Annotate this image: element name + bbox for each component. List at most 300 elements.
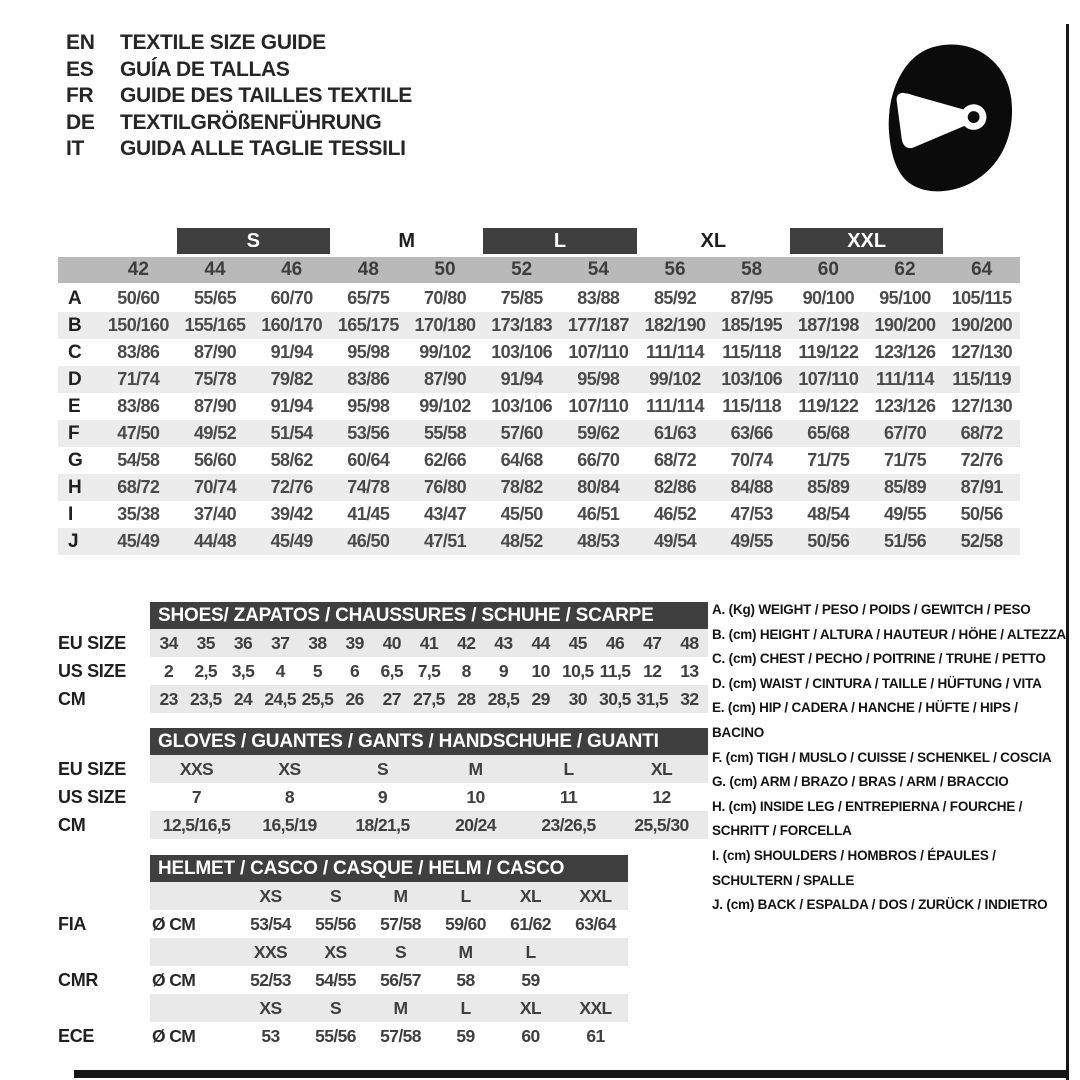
helmet-size-table: [58, 855, 718, 1050]
size-value-cell: 5: [312, 660, 322, 681]
legend-item: H. (cm) INSIDE LEG / ENTREPIERNA / FOURCHE / SCHRITT / FORCELLA: [712, 798, 1023, 839]
size-value-cell: 68/72: [960, 423, 1003, 443]
legend-item: D. (cm) WAIST / CINTURA / TAILLE / HÜFTUNG / VITA: [712, 675, 1042, 691]
size-header-cell: 42: [127, 259, 149, 280]
size-value-cell: 95/98: [347, 396, 390, 416]
size-value-cell: 111/114: [876, 369, 934, 389]
size-value-cell: 47/50: [117, 423, 160, 443]
textile-size-table: [58, 228, 1020, 555]
size-header-cell: XXS: [253, 941, 288, 962]
language-title: GUÍA DE TALLAS: [120, 57, 290, 81]
size-value-cell: 18/21,5: [355, 814, 410, 835]
size-header-cell: XL: [519, 885, 542, 906]
size-value-cell: 37/40: [193, 504, 237, 524]
size-value-cell: 91/94: [270, 396, 313, 416]
size-value-cell: 51/56: [883, 531, 927, 551]
size-value-cell: 63/64: [575, 913, 616, 934]
measure-row-b: [58, 312, 1020, 339]
spacer: [150, 938, 238, 966]
size-value-cell: 95/98: [347, 342, 390, 362]
row-label: D: [68, 368, 82, 390]
row-cells: [150, 755, 708, 783]
size-value-cell: 61: [586, 1025, 605, 1046]
size-value-cell: 57/58: [380, 1025, 421, 1046]
size-value-cell: 41/45: [347, 504, 390, 524]
legend-item: B. (cm) HEIGHT / ALTURA / HAUTEUR / HÖHE / ALTEZZA: [712, 626, 1066, 642]
size-header-cell: 62: [894, 259, 916, 280]
size-value-cell: 4: [275, 660, 285, 681]
language-title: GUIDE DES TAILLES TEXTILE: [120, 84, 412, 107]
size-value-cell: 65/75: [347, 288, 390, 308]
size-value-cell: 7: [191, 786, 202, 807]
size-value-cell: 48/52: [500, 531, 543, 551]
size-header-cell: XS: [259, 885, 282, 906]
language-code: DE: [66, 110, 95, 134]
row-label: CMR: [58, 969, 99, 990]
size-value-cell: 187/198: [797, 315, 859, 335]
language-row: [66, 83, 412, 110]
size-value-cell: 11,5: [599, 660, 631, 681]
row-cells: [150, 783, 708, 811]
size-value-cell: 10: [466, 786, 485, 807]
size-value-cell: 111/114: [646, 396, 704, 416]
row-label: F: [68, 422, 80, 444]
size-value-cell: 54/55: [315, 969, 356, 990]
size-value-cell: 160/170: [261, 315, 323, 335]
size-category-row: [58, 228, 1020, 254]
size-header-cell: XXL: [579, 885, 612, 906]
size-value-cell: 72/76: [960, 450, 1003, 470]
row-cells: [150, 882, 628, 910]
bottom-border-line: [74, 1070, 1069, 1078]
size-value-cell: 3,5: [231, 660, 255, 681]
size-value-cell: 61/63: [653, 423, 697, 443]
measure-row-g: [58, 447, 1020, 474]
size-value-cell: 105/115: [951, 288, 1012, 308]
diameter-unit-label: Ø CM: [152, 1025, 196, 1046]
size-category-s: S: [177, 228, 330, 254]
language-title: TEXTILGRÖßENFÜHRUNG: [120, 110, 382, 134]
size-value-cell: 35: [196, 632, 215, 653]
size-value-cell: 53/56: [347, 423, 390, 443]
size-value-cell: 60/64: [347, 450, 390, 470]
row-label: G: [68, 449, 83, 471]
size-value-cell: 65/68: [807, 423, 850, 443]
language-code: ES: [66, 57, 94, 81]
gloves-table-title: GLOVES / GUANTES / GANTS / HANDSCHUHE / GUANTI: [150, 728, 708, 755]
size-value-cell: 66/70: [577, 450, 620, 470]
size-header-cell: 56: [664, 259, 686, 280]
size-value-cell: 55/58: [423, 423, 467, 443]
size-value-cell: 55/56: [315, 913, 356, 934]
size-value-cell: 46/50: [347, 531, 390, 551]
racing-helmet-icon: [880, 36, 1018, 204]
size-value-cell: 67/70: [883, 423, 927, 443]
footwear-accessory-tables: [58, 602, 718, 1050]
size-value-cell: 103/106: [491, 396, 553, 416]
row-label: ECE: [58, 1025, 95, 1046]
row-cells: [150, 910, 628, 938]
size-value-cell: 64/68: [500, 450, 543, 470]
size-value-cell: 60/70: [270, 288, 313, 308]
size-value-cell: 56/57: [380, 969, 421, 990]
size-value-cell: 30,5: [599, 688, 631, 709]
size-value-cell: 70/74: [730, 450, 773, 470]
size-value-cell: 12,5/16,5: [162, 814, 231, 835]
size-header-cell: 44: [204, 259, 226, 280]
size-value-cell: 107/110: [568, 396, 629, 416]
size-header-cell: XS: [324, 941, 347, 962]
size-value-cell: 50/56: [807, 531, 850, 551]
size-header-cell: M: [458, 941, 473, 962]
size-value-cell: 59: [521, 969, 540, 990]
size-value-cell: 45: [568, 632, 587, 653]
row-label: E: [68, 395, 81, 417]
size-value-cell: 53: [261, 1025, 280, 1046]
size-value-cell: 115/118: [722, 342, 782, 362]
size-value-cell: 50/56: [960, 504, 1003, 524]
language-row: [66, 136, 412, 163]
row-cells: [150, 1022, 628, 1050]
size-value-cell: 59/60: [445, 913, 486, 934]
size-value-cell: 10,5: [561, 660, 594, 681]
size-value-cell: 47/53: [730, 504, 773, 524]
size-value-cell: 28,5: [487, 688, 520, 709]
size-category-xl: XL: [700, 229, 727, 252]
language-row: [66, 110, 412, 137]
size-value-cell: 57/60: [500, 423, 543, 443]
size-value-cell: 37: [271, 632, 290, 653]
size-value-cell: 59: [456, 1025, 475, 1046]
size-value-cell: 34: [159, 632, 178, 653]
size-value-cell: 7,5: [417, 660, 441, 681]
size-value-cell: 8: [284, 786, 295, 807]
size-value-cell: 90/100: [802, 288, 855, 308]
size-value-cell: 53/54: [250, 913, 291, 934]
size-value-cell: 10: [531, 660, 550, 681]
diameter-unit-label: Ø CM: [152, 913, 196, 934]
row-cells: [150, 966, 628, 994]
size-value-cell: 2,5: [194, 660, 218, 681]
legend-item: G. (cm) ARM / BRAZO / BRAS / ARM / BRACCIO: [712, 774, 1009, 790]
size-value-cell: 52/53: [250, 969, 291, 990]
right-border-line: [1066, 24, 1069, 1080]
size-value-cell: 24,5: [264, 688, 297, 709]
size-value-cell: [563, 966, 628, 994]
size-value-cell: 83/86: [117, 396, 160, 416]
size-value-cell: 72/76: [270, 477, 313, 497]
size-header-cell: 60: [817, 259, 839, 280]
measure-row-d: [58, 366, 1020, 393]
size-value-cell: 47: [643, 632, 662, 653]
size-header-cell: S: [394, 941, 407, 962]
size-value-cell: 6: [350, 660, 360, 681]
size-value-cell: 35/38: [117, 504, 160, 524]
legend-item: I. (cm) SHOULDERS / HOMBROS / ÉPAULES / SCHULTERN / SPALLE: [712, 847, 996, 888]
size-value-cell: 74/78: [347, 477, 390, 497]
measure-row-f: [58, 420, 1020, 447]
size-value-cell: 115/119: [952, 369, 1012, 389]
size-value-cell: 79/82: [270, 369, 313, 389]
size-value-cell: 49/55: [883, 504, 927, 524]
size-value-cell: 45/49: [270, 531, 313, 551]
size-value-cell: 155/165: [184, 315, 246, 335]
row-label: A: [68, 287, 82, 309]
legend-item: A. (Kg) WEIGHT / PESO / POIDS / GEWITCH / PESO: [712, 602, 1031, 617]
legend-item: F. (cm) TIGH / MUSLO / CUISSE / SCHENKEL / COSCIA: [712, 749, 1052, 765]
size-value-cell: 44/48: [193, 531, 237, 551]
size-value-cell: 103/106: [721, 369, 783, 389]
size-value-cell: 39: [345, 632, 364, 653]
size-value-cell: 119/122: [798, 396, 859, 416]
spacer: [58, 728, 150, 755]
size-value-cell: 12: [652, 786, 671, 807]
size-value-cell: 6,5: [380, 660, 404, 681]
size-value-cell: 62/66: [423, 450, 467, 470]
size-value-cell: 9: [377, 786, 388, 807]
size-value-cell: XL: [650, 758, 673, 779]
size-value-cell: 127/130: [951, 342, 1013, 362]
size-value-cell: 95/100: [879, 288, 931, 308]
spacer: [150, 882, 238, 910]
size-value-cell: 57/58: [380, 913, 421, 934]
row-label: J: [68, 530, 79, 552]
size-value-cell: 43/47: [423, 504, 467, 524]
size-value-cell: 48/54: [807, 504, 850, 524]
size-value-cell: 41: [419, 632, 439, 653]
table-row: [58, 755, 718, 783]
size-value-cell: 87/90: [193, 396, 237, 416]
row-label: B: [68, 314, 82, 336]
legend-item: C. (cm) CHEST / PECHO / POITRINE / TRUHE / PETTO: [712, 651, 1046, 667]
language-title-list: [66, 30, 412, 163]
size-value-cell: 177/187: [567, 315, 629, 335]
size-value-cell: 55/56: [315, 1025, 356, 1046]
size-value-cell: S: [376, 758, 389, 779]
size-value-cell: 47/51: [423, 531, 467, 551]
size-value-cell: 123/126: [874, 396, 936, 416]
helmet-value-row-ece: [58, 1022, 718, 1050]
size-header-cell: 52: [511, 259, 533, 280]
size-value-cell: 32: [680, 688, 699, 709]
row-label: EU SIZE: [58, 632, 126, 653]
size-value-cell: 58/62: [270, 450, 313, 470]
size-value-cell: 26: [345, 688, 364, 709]
table-row: [58, 783, 718, 811]
language-code: IT: [66, 137, 85, 160]
table-row: [58, 657, 718, 685]
size-header-cell: 50: [434, 259, 456, 280]
size-value-cell: 46/52: [653, 504, 697, 524]
size-value-cell: 99/102: [419, 396, 471, 416]
size-value-cell: 8: [461, 660, 471, 681]
row-label: C: [68, 341, 82, 363]
size-value-cell: 83/86: [347, 369, 390, 389]
size-value-cell: 49/54: [653, 531, 697, 551]
size-value-cell: 85/89: [883, 477, 927, 497]
size-value-cell: 11: [559, 786, 578, 807]
size-value-cell: 82/86: [653, 477, 697, 497]
size-value-cell: 28: [457, 688, 476, 709]
size-value-cell: 23,5: [189, 688, 222, 709]
size-header-cell: XL: [519, 997, 542, 1018]
size-value-cell: 87/90: [193, 342, 237, 362]
size-header-cell: [563, 938, 628, 966]
size-value-cell: 45/49: [117, 531, 160, 551]
size-value-cell: 165/175: [337, 315, 399, 335]
size-value-cell: 70/74: [193, 477, 237, 497]
diameter-unit-label: Ø CM: [152, 969, 196, 990]
legend-item: E. (cm) HIP / CADERA / HANCHE / HÜFTE / HIPS / BACINO: [712, 700, 1018, 740]
size-value-cell: 91/94: [500, 369, 543, 389]
size-value-cell: 190/200: [951, 315, 1013, 335]
size-value-cell: 27,5: [413, 688, 445, 709]
size-value-cell: 173/183: [491, 315, 553, 335]
row-label: CM: [58, 688, 86, 709]
size-value-cell: 123/126: [874, 342, 936, 362]
size-value-cell: 29: [531, 688, 550, 709]
spacer: [58, 855, 150, 882]
legend-item: J. (cm) BACK / ESPALDA / DOS / ZURÜCK / INDIETRO: [712, 897, 1048, 913]
row-label: US SIZE: [58, 786, 126, 807]
size-value-cell: 38: [308, 632, 327, 653]
size-value-cell: 119/122: [798, 342, 859, 362]
size-value-cell: 60: [521, 1025, 540, 1046]
numeric-size-row: [58, 257, 1020, 283]
size-value-cell: 170/180: [414, 315, 476, 335]
size-value-cell: 44: [531, 632, 550, 653]
size-header-cell: M: [393, 885, 408, 906]
spacer: [58, 994, 150, 1022]
size-header-cell: XS: [259, 997, 282, 1018]
table-row: [58, 685, 718, 713]
row-label: EU SIZE: [58, 758, 126, 779]
size-value-cell: 68/72: [653, 450, 697, 470]
size-value-cell: 127/130: [951, 396, 1013, 416]
language-code: FR: [66, 84, 94, 107]
size-value-cell: 185/195: [721, 315, 783, 335]
size-header-cell: M: [393, 997, 408, 1018]
shoes-table-title: SHOES/ ZAPATOS / CHAUSSURES / SCHUHE / SCARPE: [150, 602, 708, 629]
row-label: I: [68, 503, 74, 525]
size-value-cell: 23: [159, 688, 178, 709]
size-value-cell: 58: [456, 969, 475, 990]
measure-row-a: [58, 285, 1020, 312]
gloves-size-table: [58, 728, 718, 839]
row-cells: [150, 811, 708, 839]
size-header-cell: L: [460, 885, 471, 906]
size-value-cell: 107/110: [568, 342, 629, 362]
size-value-cell: 75/78: [193, 369, 237, 389]
size-value-cell: 51/54: [270, 423, 313, 443]
size-value-cell: 87/95: [730, 288, 773, 308]
row-cells: [150, 938, 628, 966]
size-value-cell: 30: [568, 688, 587, 709]
size-value-cell: 85/92: [653, 288, 697, 308]
helmet-value-row-cmr: [58, 966, 718, 994]
size-value-cell: 95/98: [577, 369, 620, 389]
helmet-table-title: HELMET / CASCO / CASQUE / HELM / CASCO: [150, 855, 628, 882]
size-value-cell: 56/60: [193, 450, 237, 470]
size-value-cell: XXS: [179, 758, 214, 779]
size-value-cell: 42: [457, 632, 476, 653]
size-value-cell: 20/24: [455, 814, 496, 835]
table-row: [58, 629, 718, 657]
size-value-cell: 9: [498, 660, 508, 681]
spacer: [58, 257, 100, 283]
size-value-cell: XS: [278, 758, 301, 779]
size-value-cell: 103/106: [491, 342, 553, 362]
row-cells: [150, 657, 708, 685]
size-value-cell: 12: [643, 660, 662, 681]
language-title: TEXTILE SIZE GUIDE: [120, 31, 326, 54]
measure-row-h: [58, 474, 1020, 501]
size-value-cell: 54/58: [117, 450, 160, 470]
helmet-size-header-row: [58, 994, 718, 1022]
size-value-cell: 40: [382, 632, 401, 653]
size-value-cell: 80/84: [577, 477, 620, 497]
row-label: H: [68, 476, 82, 498]
size-value-cell: 150/160: [107, 315, 169, 335]
row-cells: [150, 685, 708, 713]
size-value-cell: M: [468, 758, 483, 779]
size-header-cell: 64: [971, 259, 993, 280]
size-value-cell: 182/190: [644, 315, 706, 335]
helmet-value-row-fia: [58, 910, 718, 938]
spacer: [58, 602, 150, 629]
size-value-cell: 75/85: [500, 288, 543, 308]
size-value-cell: 55/65: [193, 288, 237, 308]
size-header-cell: XXL: [579, 997, 612, 1018]
measure-row-i: [58, 501, 1020, 528]
size-header-cell: 58: [741, 259, 763, 280]
size-value-cell: 78/82: [500, 477, 543, 497]
size-value-cell: 190/200: [874, 315, 936, 335]
size-value-cell: 39/42: [270, 504, 313, 524]
size-value-cell: 36: [233, 632, 253, 653]
size-value-cell: L: [563, 758, 574, 779]
size-value-cell: 115/118: [722, 396, 782, 416]
size-value-cell: 71/75: [807, 450, 850, 470]
measure-row-j: [58, 528, 1020, 555]
size-value-cell: 48/53: [577, 531, 620, 551]
size-value-cell: 87/91: [960, 477, 1003, 497]
size-value-cell: 48: [680, 632, 699, 653]
table-row: [58, 811, 718, 839]
size-value-cell: 24: [233, 688, 253, 709]
size-category-m: M: [398, 229, 415, 252]
size-value-cell: 49/55: [730, 531, 773, 551]
language-row: [66, 30, 412, 57]
size-header-cell: L: [525, 941, 536, 962]
size-value-cell: 85/89: [807, 477, 850, 497]
size-value-cell: 107/110: [798, 369, 859, 389]
size-value-cell: 99/102: [419, 342, 471, 362]
row-cells: [150, 994, 628, 1022]
row-cells: [150, 629, 708, 657]
size-value-cell: 46/51: [577, 504, 620, 524]
shoes-size-table: [58, 602, 718, 713]
row-label: CM: [58, 814, 86, 835]
size-header-cell: 54: [587, 259, 609, 280]
size-value-cell: 91/94: [270, 342, 313, 362]
size-header-cell: 48: [357, 259, 379, 280]
row-label: US SIZE: [58, 660, 126, 681]
spacer: [58, 938, 150, 966]
size-value-cell: 43: [494, 632, 513, 653]
size-value-cell: 84/88: [730, 477, 773, 497]
size-value-cell: 111/114: [646, 342, 704, 362]
